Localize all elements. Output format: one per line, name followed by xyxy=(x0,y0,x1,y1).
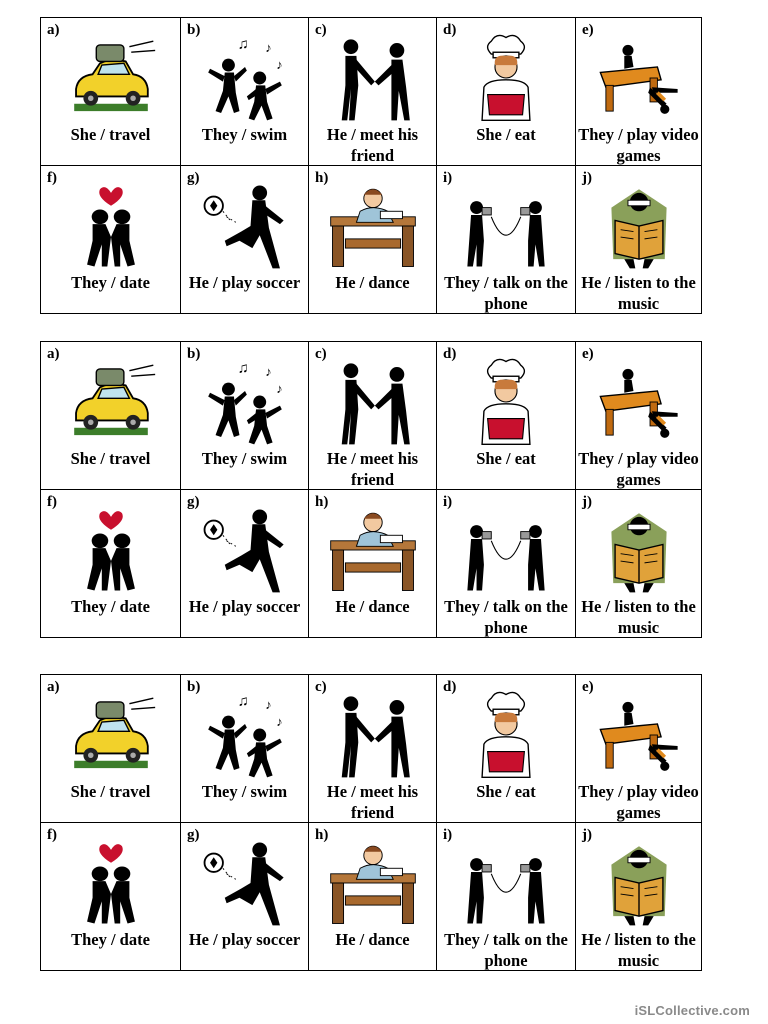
dancers-icon xyxy=(199,689,291,781)
card-letter: e) xyxy=(582,346,594,362)
svg-text:♫: ♫ xyxy=(237,693,249,710)
couple-heart-icon xyxy=(65,504,157,596)
card xyxy=(41,166,181,314)
soccer-icon xyxy=(199,180,291,272)
car-icon xyxy=(65,356,157,448)
card-caption: They / play video games xyxy=(578,782,699,822)
card-letter: c) xyxy=(315,346,327,362)
dancers-icon xyxy=(199,32,291,124)
card-caption: They / swim xyxy=(201,449,288,468)
card xyxy=(437,675,576,823)
card-letter: h) xyxy=(315,827,329,843)
soccer-icon xyxy=(199,504,291,596)
card-caption: They / talk on the phone xyxy=(444,930,568,970)
card xyxy=(576,490,702,638)
card-letter: h) xyxy=(315,494,329,510)
couple-heart-icon xyxy=(65,180,157,272)
card-caption: They / talk on the phone xyxy=(444,273,568,313)
dancers-icon xyxy=(199,356,291,448)
card xyxy=(576,342,702,490)
soccer-icon xyxy=(199,837,291,929)
card xyxy=(41,675,181,823)
card-caption: She / eat xyxy=(476,449,536,468)
card xyxy=(181,823,309,971)
card-caption: He / listen to the music xyxy=(581,597,696,637)
watermark: iSLCollective.com xyxy=(634,1003,750,1018)
card-caption: He / dance xyxy=(335,930,410,949)
card xyxy=(41,18,181,166)
chef-icon xyxy=(460,32,552,124)
card-letter: j) xyxy=(582,494,592,510)
card xyxy=(181,166,309,314)
card xyxy=(181,490,309,638)
svg-text:♫: ♫ xyxy=(237,36,249,53)
card xyxy=(41,823,181,971)
card xyxy=(41,342,181,490)
card-sheet xyxy=(40,674,702,971)
card-letter: g) xyxy=(187,494,200,510)
phone-call-icon xyxy=(460,504,552,596)
card-caption: They / play video games xyxy=(578,449,699,489)
card-letter: i) xyxy=(443,170,453,186)
card-caption: He / listen to the music xyxy=(581,930,696,970)
card-letter: f) xyxy=(47,170,57,186)
svg-text:♪: ♪ xyxy=(264,698,272,713)
card-caption: He / meet his friend xyxy=(326,449,419,489)
card-letter: b) xyxy=(187,346,201,362)
card xyxy=(437,18,576,166)
card xyxy=(576,823,702,971)
card xyxy=(309,342,437,490)
desk-fall-icon xyxy=(593,689,685,781)
card xyxy=(437,490,576,638)
card-caption: They / swim xyxy=(201,782,288,801)
phone-call-icon xyxy=(460,180,552,272)
card xyxy=(181,675,309,823)
card xyxy=(576,18,702,166)
card-letter: i) xyxy=(443,494,453,510)
card-letter: i) xyxy=(443,827,453,843)
reader-icon xyxy=(593,180,685,272)
card-letter: a) xyxy=(47,22,60,38)
student-desk-icon xyxy=(327,180,419,272)
card xyxy=(576,166,702,314)
card-letter: e) xyxy=(582,679,594,695)
chef-icon xyxy=(460,689,552,781)
desk-fall-icon xyxy=(593,32,685,124)
card-caption: She / travel xyxy=(70,449,151,468)
card-letter: d) xyxy=(443,22,457,38)
card-caption: He / play soccer xyxy=(188,930,301,949)
card xyxy=(41,490,181,638)
card xyxy=(181,342,309,490)
card-letter: g) xyxy=(187,170,200,186)
couple-heart-icon xyxy=(65,837,157,929)
chef-icon xyxy=(460,356,552,448)
car-icon xyxy=(65,689,157,781)
card xyxy=(309,18,437,166)
card-letter: e) xyxy=(582,22,594,38)
student-desk-icon xyxy=(327,837,419,929)
card-letter: b) xyxy=(187,679,201,695)
card-letter: f) xyxy=(47,827,57,843)
card-caption: She / travel xyxy=(70,125,151,144)
card-letter: a) xyxy=(47,346,60,362)
card-caption: He / dance xyxy=(335,597,410,616)
card-caption: They / date xyxy=(71,930,150,949)
handshake-icon xyxy=(327,689,419,781)
reader-icon xyxy=(593,504,685,596)
handshake-icon xyxy=(327,356,419,448)
card-letter: c) xyxy=(315,22,327,38)
student-desk-icon xyxy=(327,504,419,596)
card-caption: They / talk on the phone xyxy=(444,597,568,637)
car-icon xyxy=(65,32,157,124)
card-caption: He / meet his friend xyxy=(326,782,419,822)
card-letter: h) xyxy=(315,170,329,186)
card-letter: d) xyxy=(443,679,457,695)
card-caption: They / swim xyxy=(201,125,288,144)
svg-text:♪: ♪ xyxy=(264,365,272,380)
svg-text:♪: ♪ xyxy=(275,381,283,396)
card-caption: She / eat xyxy=(476,782,536,801)
card-caption: They / date xyxy=(71,597,150,616)
card-caption: They / date xyxy=(71,273,150,292)
card-letter: j) xyxy=(582,827,592,843)
phone-call-icon xyxy=(460,837,552,929)
card-letter: c) xyxy=(315,679,327,695)
svg-text:♪: ♪ xyxy=(275,714,283,729)
card xyxy=(309,490,437,638)
handshake-icon xyxy=(327,32,419,124)
svg-text:♪: ♪ xyxy=(264,41,272,56)
card xyxy=(576,675,702,823)
card xyxy=(181,18,309,166)
card-letter: a) xyxy=(47,679,60,695)
card-caption: He / listen to the music xyxy=(581,273,696,313)
svg-text:♫: ♫ xyxy=(237,360,249,377)
svg-text:♪: ♪ xyxy=(275,57,283,72)
card-letter: f) xyxy=(47,494,57,510)
card-sheet xyxy=(40,341,702,638)
card-caption: They / play video games xyxy=(578,125,699,165)
card xyxy=(437,166,576,314)
card-letter: g) xyxy=(187,827,200,843)
card xyxy=(309,675,437,823)
card-caption: He / play soccer xyxy=(188,597,301,616)
reader-icon xyxy=(593,837,685,929)
card-caption: He / play soccer xyxy=(188,273,301,292)
card-letter: d) xyxy=(443,346,457,362)
card-caption: He / meet his friend xyxy=(326,125,419,165)
card-letter: j) xyxy=(582,170,592,186)
card xyxy=(437,823,576,971)
card-sheet xyxy=(40,17,702,314)
card-caption: She / travel xyxy=(70,782,151,801)
desk-fall-icon xyxy=(593,356,685,448)
card-caption: He / dance xyxy=(335,273,410,292)
card xyxy=(309,166,437,314)
card xyxy=(309,823,437,971)
card-caption: She / eat xyxy=(476,125,536,144)
card xyxy=(437,342,576,490)
card-letter: b) xyxy=(187,22,201,38)
